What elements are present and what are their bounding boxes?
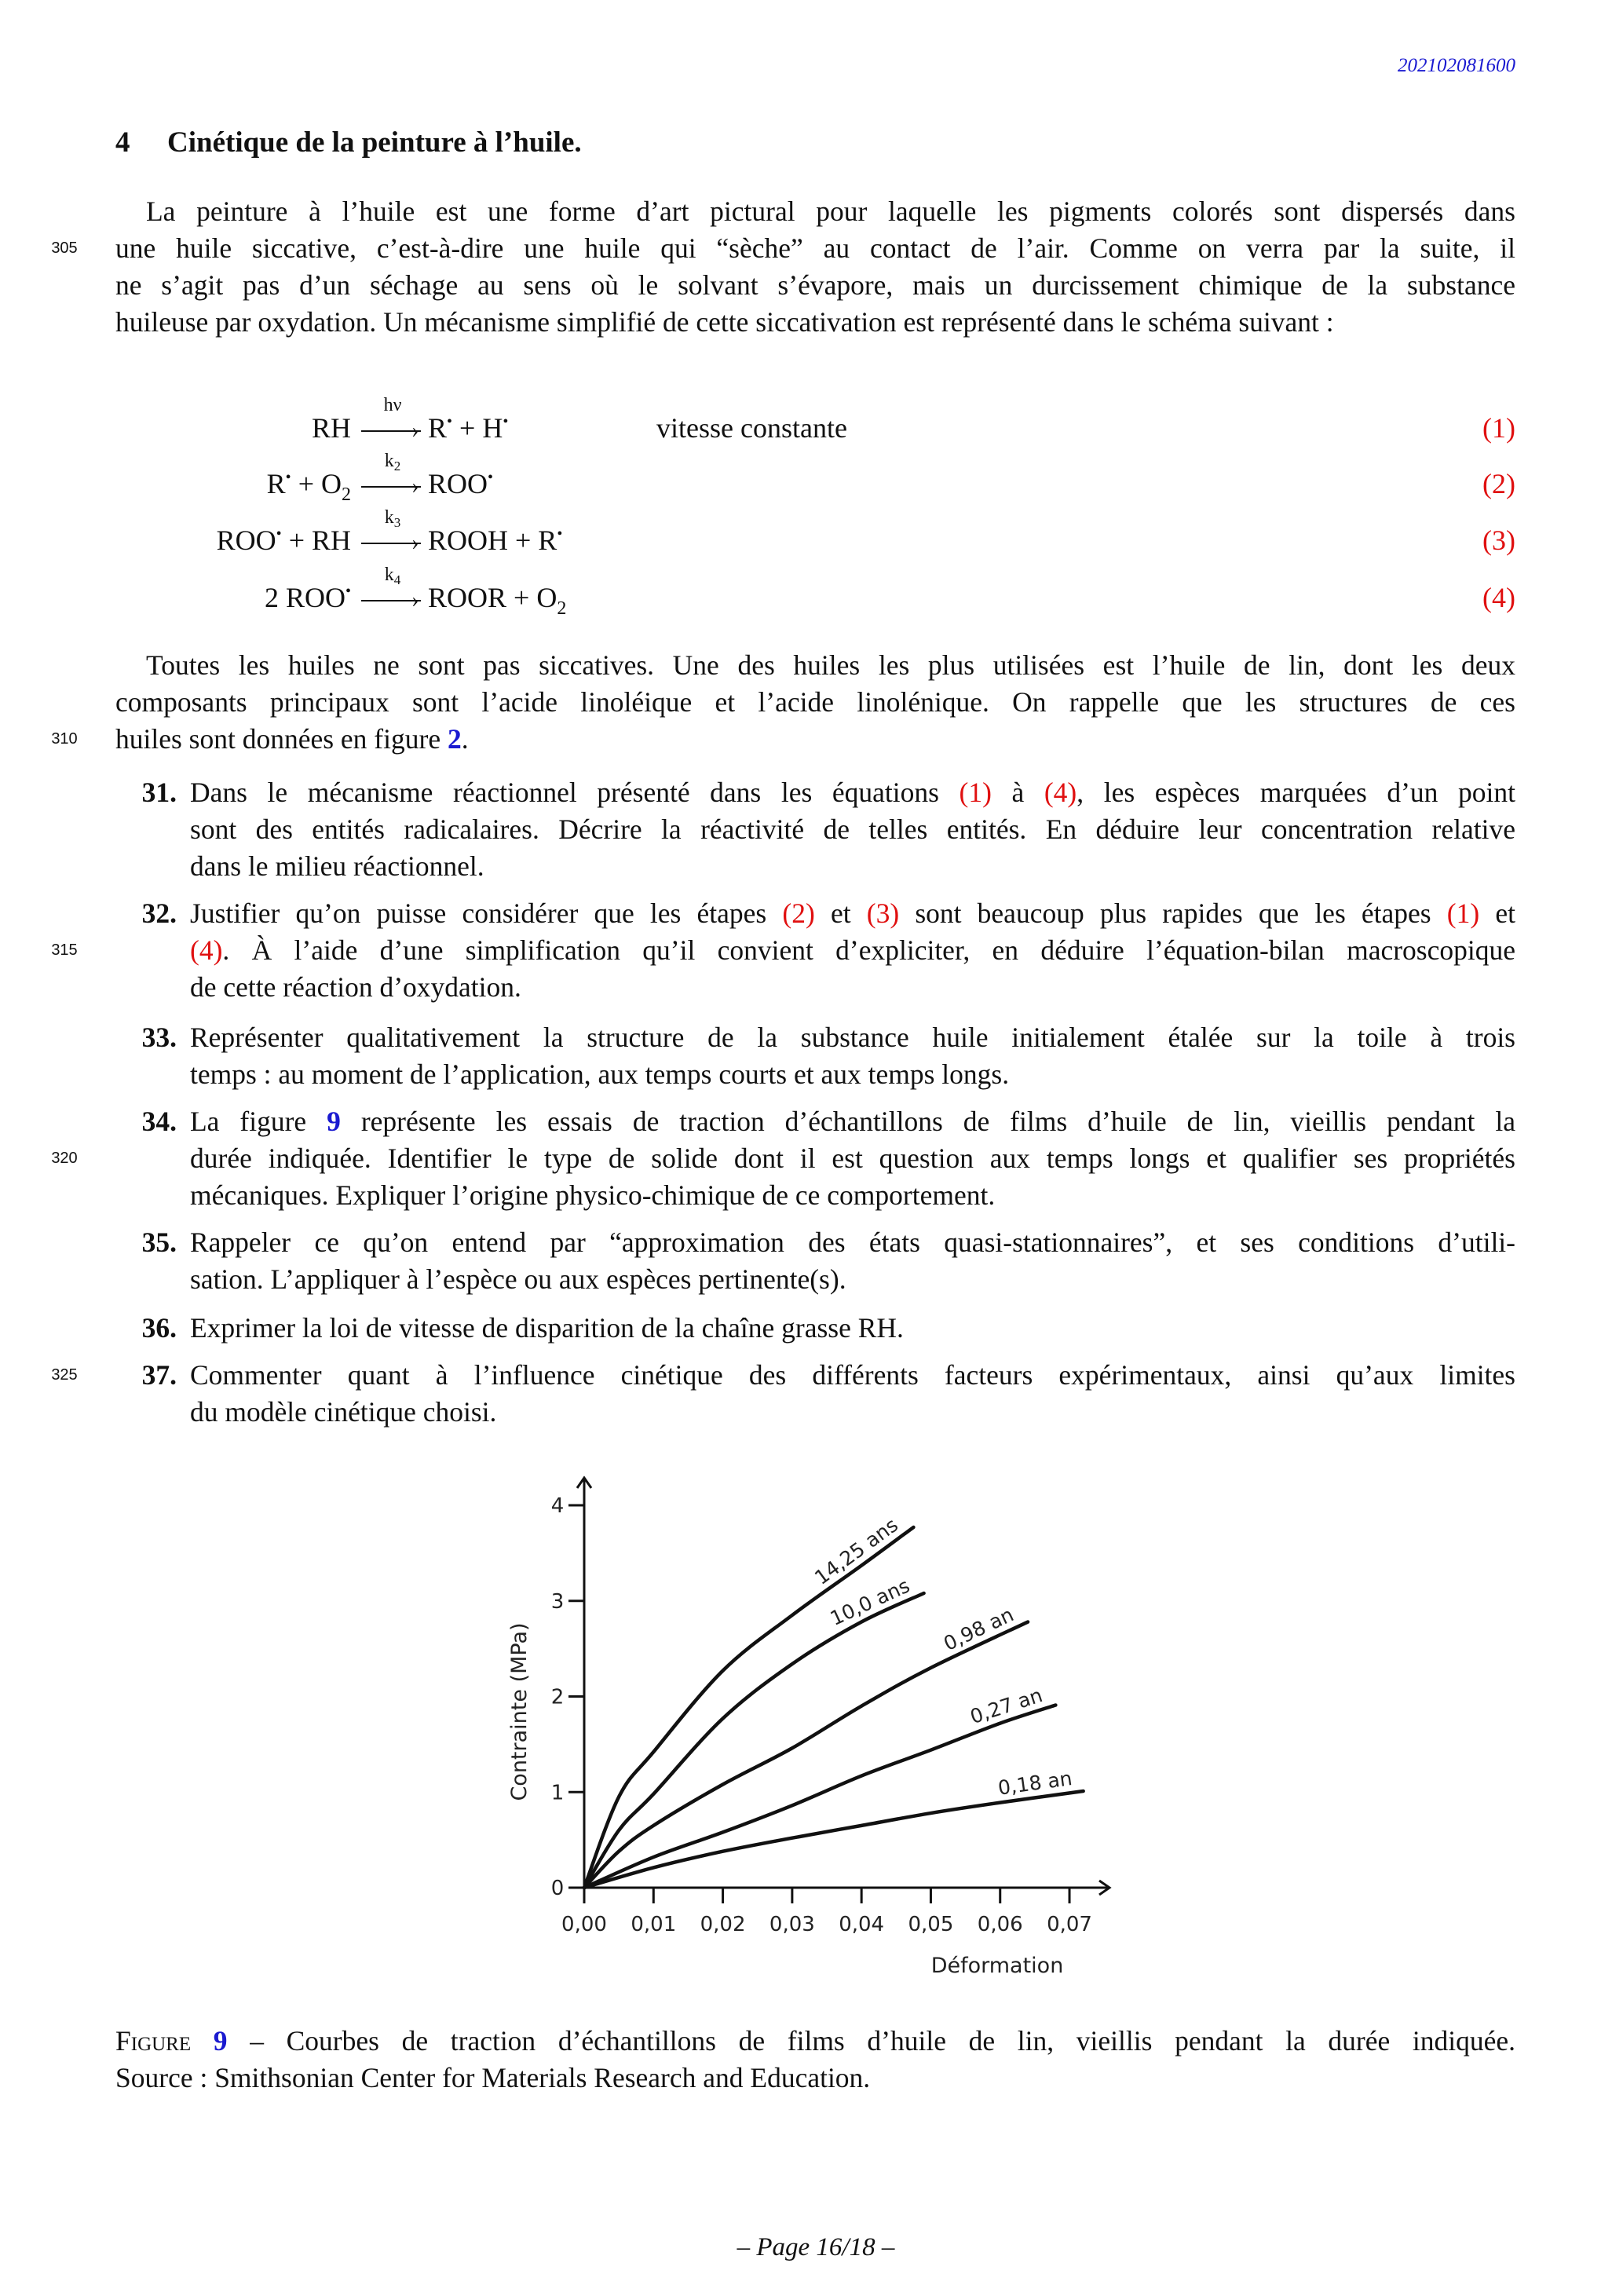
equation-products	[428, 579, 567, 619]
x-tick-label: 0,05	[908, 1913, 954, 1936]
series-label: 10,0 ans	[826, 1574, 913, 1630]
y-tick-label: 2	[550, 1685, 565, 1709]
equation-tag: (4)	[1482, 582, 1515, 613]
text-span: composants principaux sont l’acide linoléique et l’acide linolénique. On rappelle que les structures de ces	[115, 686, 1515, 718]
text-line	[190, 1357, 1515, 1394]
formula-text: RH	[311, 412, 351, 444]
radical-dot: •	[557, 525, 563, 543]
question-number: 37.	[141, 1359, 177, 1391]
y-axis-label: Contrainte (MPa)	[507, 1622, 532, 1801]
x-tick-label: 0,02	[700, 1913, 746, 1936]
k-letter: k	[384, 565, 394, 585]
question-37	[141, 1357, 1515, 1431]
equation-reference: (2)	[782, 898, 815, 929]
x-tick-label: 0,06	[977, 1913, 1023, 1936]
k-index: 4	[393, 572, 401, 587]
series-label: 0,98 an	[940, 1603, 1018, 1656]
text-line	[190, 1394, 1515, 1431]
text-span: huiles sont données en figure	[115, 723, 448, 755]
text-line	[190, 1103, 1515, 1140]
arrow-head-icon: ›	[411, 474, 419, 499]
x-tick-label: 0,04	[839, 1913, 885, 1936]
reaction-arrow	[360, 507, 426, 559]
x-tick-label: 0,01	[631, 1913, 677, 1936]
formula-text: + H	[452, 412, 503, 444]
k-letter: k	[384, 507, 394, 528]
equation-reactants	[312, 409, 351, 447]
series-line	[584, 1527, 913, 1888]
text-line	[190, 1261, 1515, 1298]
question-31	[141, 774, 1515, 885]
text-span: sont beaucoup plus rapides que les étapes	[899, 898, 1447, 929]
line-number: 315	[51, 941, 78, 959]
rate-constant: hν	[383, 395, 402, 415]
text-span: La figure	[190, 1106, 327, 1137]
k-index: 2	[393, 459, 401, 473]
equation-reference: (1)	[1446, 898, 1480, 929]
text-line	[190, 811, 1515, 848]
formula-text: + RH	[281, 525, 351, 556]
text-line	[190, 1310, 1515, 1347]
text-line	[115, 647, 1515, 684]
text-line	[190, 969, 1515, 1006]
question-32	[141, 895, 1515, 1006]
text-span: temps : au moment de l’application, aux temps courts et aux temps longs.	[190, 1058, 1010, 1090]
text-line	[190, 1019, 1515, 1056]
line-number: 310	[51, 730, 78, 748]
x-tick-label: 0,07	[1047, 1913, 1092, 1936]
equation-reference: (3)	[866, 898, 900, 929]
series-label: 0,18 an	[996, 1766, 1074, 1800]
y-tick-label: 3	[550, 1589, 565, 1614]
rate-constant	[360, 563, 426, 587]
text-span: ne s’agit pas d’un séchage au sens où le solvant s’évapore, mais un durcissement chimique de la substance	[115, 269, 1515, 301]
equation-reference: (1)	[959, 777, 992, 808]
text-span: représente les essais de traction d’échantillons de films d’huile de lin, vieillis pendant la	[340, 1106, 1515, 1137]
line-number: 320	[51, 1150, 78, 1167]
text-span: sation. L’appliquer à l’espèce ou aux espèces pertinente(s).	[190, 1263, 846, 1295]
subscript: 2	[557, 598, 567, 619]
formula-text: ROO	[428, 468, 488, 499]
section-heading	[115, 124, 582, 162]
question-36	[141, 1310, 1515, 1347]
text-span: Représenter qualitativement la structure de la substance huile initialement étalée sur la toile à trois	[190, 1022, 1515, 1053]
text-line	[115, 230, 1515, 267]
k-index: 3	[393, 515, 401, 530]
traction-chart	[471, 1445, 1146, 2010]
line-number: 325	[51, 1366, 78, 1384]
equation-tag: (1)	[1482, 412, 1515, 444]
text-span: huileuse par oxydation. Un mécanisme simplifié de cette siccativation est représenté dans le schéma suivant :	[115, 306, 1334, 338]
reaction-arrow	[360, 395, 426, 447]
formula-text: + O	[291, 468, 342, 499]
equation-4	[0, 565, 1623, 619]
question-number: 35.	[141, 1227, 177, 1258]
series-line	[584, 1791, 1084, 1888]
text-line	[115, 721, 1515, 758]
reaction-arrow	[360, 451, 426, 503]
reaction-arrow	[360, 565, 426, 616]
x-tick-label: 0,00	[561, 1913, 607, 1936]
question-35	[141, 1224, 1515, 1298]
text-span: .	[461, 723, 469, 755]
y-tick-label: 4	[550, 1494, 565, 1518]
equation-products	[428, 465, 493, 503]
equation-reference: (4)	[1044, 777, 1077, 808]
question-34	[141, 1103, 1515, 1214]
caption-text: – Courbes de traction d’échantillons de films d’huile de lin, vieillis pendant la durée indiquée.	[227, 2025, 1515, 2057]
text-span: une huile siccative, c’est-à-dire une huile qui “sèche” au contact de l’air. Comme on verra par la suite, il	[115, 232, 1515, 264]
section-title: Cinétique de la peinture à l’huile.	[167, 126, 582, 159]
document-code: 202102081600	[1398, 55, 1515, 76]
text-span: dans le milieu réactionnel.	[190, 850, 484, 882]
text-span: , les espèces marquées d’un point	[1077, 777, 1515, 808]
text-span: . À l’aide d’une simplification qu’il convient d’expliciter, en déduire l’équation-bilan macroscopique	[222, 934, 1515, 966]
text-span: durée indiquée. Identifier le type de solide dont il est question aux temps longs et qualifier ses propriétés	[190, 1143, 1515, 1174]
section-number: 4	[115, 126, 130, 159]
subscript: 2	[342, 484, 351, 505]
formula-text: ROOR + O	[428, 582, 557, 613]
question-33	[141, 1019, 1515, 1093]
text-span: Exprimer la loi de vitesse de disparition de la chaîne grasse RH.	[190, 1312, 904, 1344]
question-number: 34.	[141, 1106, 177, 1137]
text-line	[190, 1140, 1515, 1177]
text-line	[190, 1056, 1515, 1093]
question-number: 36.	[141, 1312, 177, 1344]
formula-text: 2 ROO	[264, 582, 345, 613]
text-span: à	[991, 777, 1044, 808]
line-number: 305	[51, 239, 78, 257]
caption-label: Figure	[115, 2025, 192, 2057]
rate-constant	[360, 449, 426, 473]
text-line	[190, 1177, 1515, 1214]
formula-text: R	[428, 412, 448, 444]
series-label: 0,27 an	[967, 1684, 1046, 1729]
radical-dot: •	[503, 413, 509, 430]
text-span: de cette réaction d’oxydation.	[190, 971, 521, 1003]
x-axis-label: Déformation	[930, 1954, 1064, 1978]
arrow-head-icon: ›	[411, 588, 419, 612]
text-line	[190, 774, 1515, 811]
question-number: 32.	[141, 898, 177, 929]
k-letter: k	[384, 451, 394, 471]
figure-reference: 2	[447, 723, 462, 755]
equation-tag: (2)	[1482, 468, 1515, 499]
paragraph-huiles	[115, 647, 1515, 758]
series-label: 14,25 ans	[810, 1513, 903, 1589]
formula-text: R	[266, 468, 286, 499]
rate-constant	[360, 506, 426, 529]
equation-1	[0, 395, 1623, 447]
text-span: et	[1479, 898, 1515, 929]
text-line	[190, 1224, 1515, 1261]
text-span: du modèle cinétique choisi.	[190, 1396, 497, 1428]
text-line	[115, 304, 1515, 341]
radical-dot: •	[345, 583, 351, 600]
text-span: et	[814, 898, 867, 929]
question-number: 33.	[141, 1022, 177, 1053]
text-span: Justifier qu’on puisse considérer que les étapes	[190, 898, 783, 929]
radical-dot: •	[276, 525, 282, 543]
arrow-head-icon: ›	[411, 531, 419, 555]
radical-dot: •	[488, 469, 494, 486]
equation-2	[0, 451, 1623, 505]
question-number: 31.	[141, 777, 177, 808]
text-span: Commenter quant à l’influence cinétique des différents facteurs expérimentaux, ainsi qu’aux limites	[190, 1359, 1515, 1391]
figure-reference: 9	[327, 1106, 341, 1137]
text-line	[115, 267, 1515, 304]
equation-products	[428, 521, 562, 559]
page-number: – Page 16/18 –	[737, 2233, 895, 2261]
equation-3	[0, 507, 1623, 559]
radical-dot: •	[447, 413, 453, 430]
equation-tag: (3)	[1482, 525, 1515, 556]
text-span: Toutes les huiles ne sont pas siccatives. Une des huiles les plus utilisées est l’huile de lin, dont les deux	[146, 649, 1515, 681]
text-line	[190, 932, 1515, 969]
text-line	[115, 193, 1515, 230]
formula-text: ROO	[216, 525, 276, 556]
arrow-head-icon: ›	[411, 419, 419, 443]
equation-reference: (4)	[190, 934, 223, 966]
text-span: mécaniques. Expliquer l’origine physico-chimique de ce comportement.	[190, 1179, 996, 1211]
y-tick-label: 0	[550, 1877, 565, 1900]
text-span: Dans le mécanisme réactionnel présenté dans les équations	[190, 777, 960, 808]
caption-source: Source : Smithsonian Center for Materials Research and Education.	[115, 2062, 871, 2093]
figure-caption	[115, 2023, 1515, 2097]
equation-reactants	[267, 465, 351, 503]
equation-reactants	[217, 521, 351, 559]
y-tick-label: 1	[550, 1781, 565, 1805]
formula-text: ROOH + R	[428, 525, 557, 556]
text-span: La peinture à l’huile est une forme d’art pictural pour laquelle les pigments colorés sont dispersés dans	[146, 196, 1515, 227]
equation-note: vitesse constante	[656, 412, 847, 444]
intro-paragraph	[115, 193, 1515, 341]
text-span: sont des entités radicalaires. Décrire la réactivité de telles entités. En déduire leur concentration relative	[190, 813, 1515, 845]
radical-dot: •	[285, 469, 291, 486]
text-line	[190, 895, 1515, 932]
text-line	[115, 684, 1515, 721]
text-line	[190, 848, 1515, 885]
caption-number: 9	[213, 2025, 228, 2057]
x-tick-label: 0,03	[769, 1913, 815, 1936]
equation-reactants	[265, 579, 351, 616]
text-span: Rappeler ce qu’on entend par “approximation des états quasi-stationnaires”, et ses conditions d’utili-	[190, 1227, 1515, 1258]
equation-products	[428, 409, 508, 447]
